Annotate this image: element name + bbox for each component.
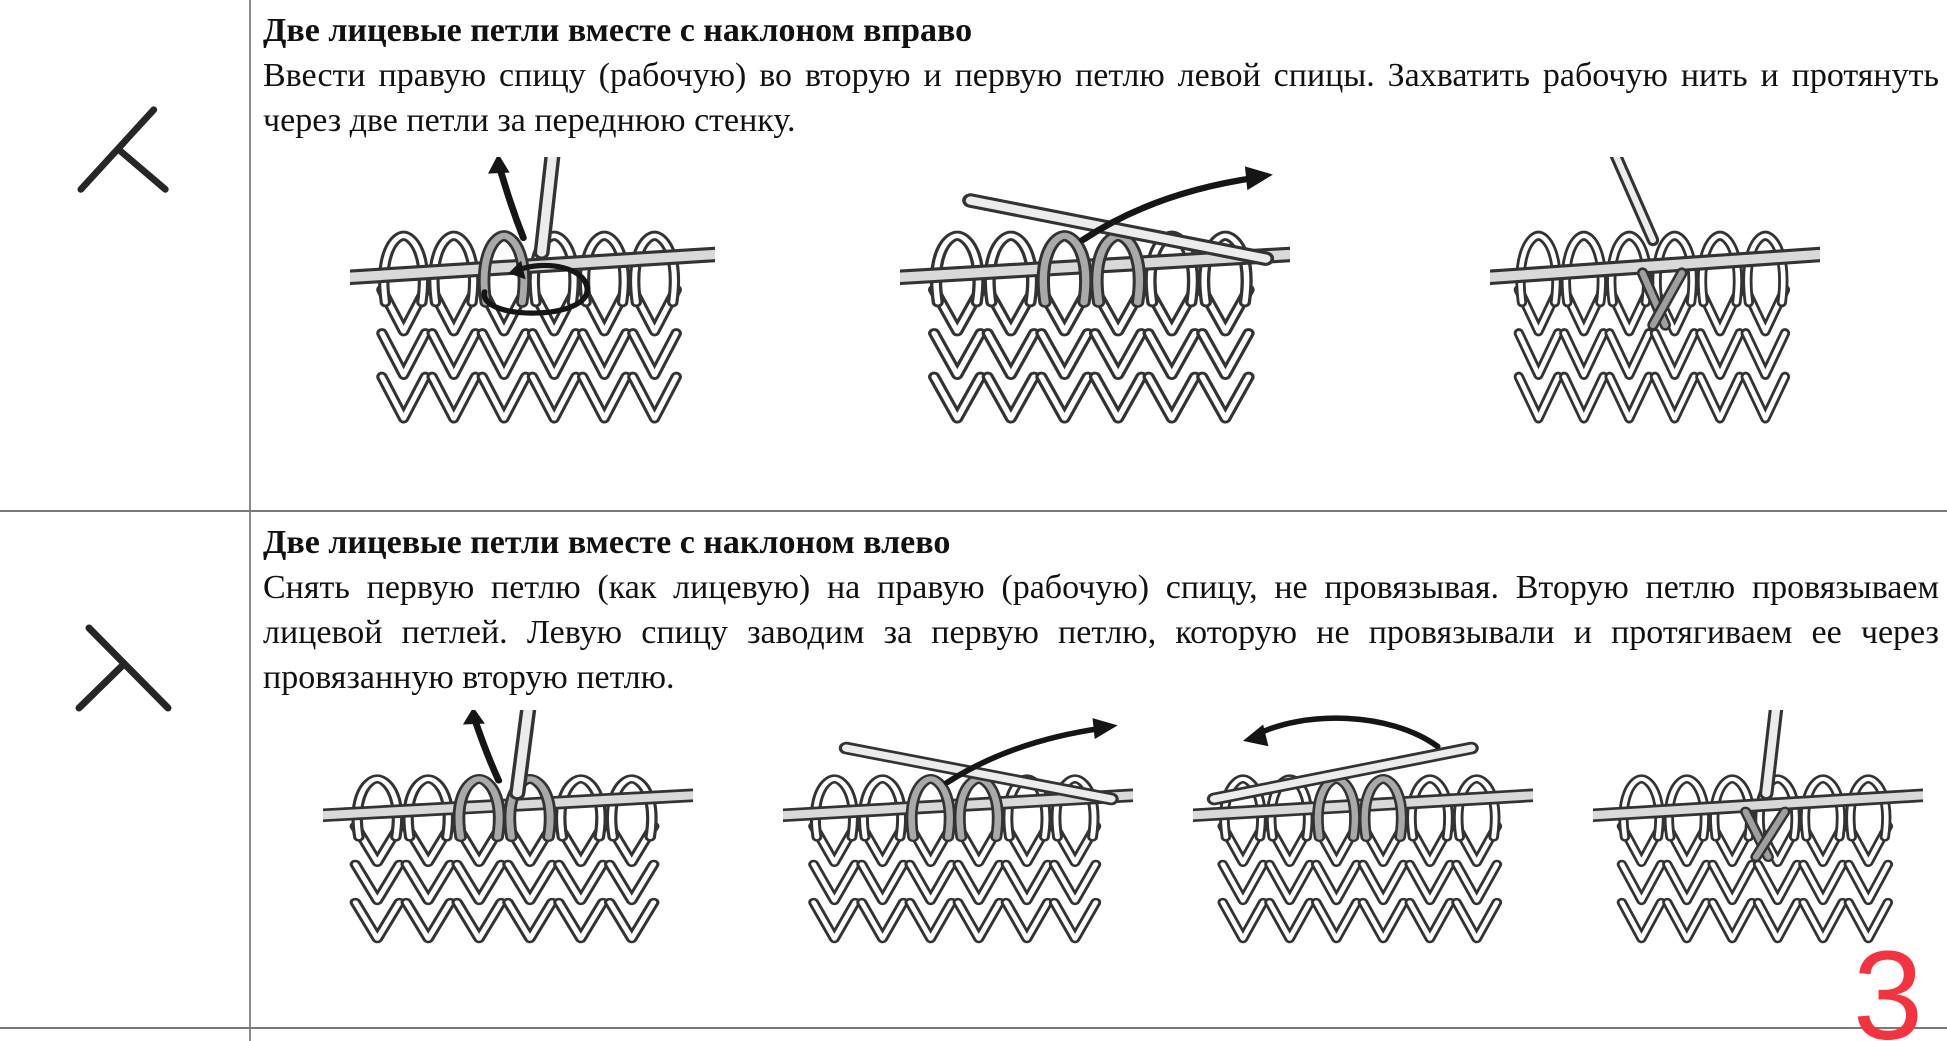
table-row <box>0 0 1947 512</box>
entry-body: Ввести правую спицу (рабочую) во вторую и первую петлю левой спицы. Захватить рабочую нить и протянуть через две петли за переднюю стенку. <box>263 57 1939 139</box>
table-row <box>0 512 1947 1029</box>
knitting-step-illustration <box>1193 710 1533 955</box>
entry-title: Две лицевые петли вместе с наклоном влево <box>263 524 951 561</box>
symbol-cell <box>0 1029 251 1041</box>
step-pass-slipped-stitch-over <box>1193 710 1533 955</box>
symbol-cell <box>0 0 251 510</box>
knitting-step-illustration <box>350 157 715 437</box>
page-number: 3 <box>1853 925 1924 1041</box>
step-knit-second-stitch <box>783 710 1133 955</box>
ssk-left-slant-icon <box>75 624 175 716</box>
knitting-step-illustration <box>900 157 1290 437</box>
step-slip-first-stitch-knitwise <box>323 710 693 955</box>
entry-body: Снять первую петлю (как лицевую) на правую (рабочую) спицу, не провязывая. Вторую петлю провязываем лицевой петлей. Левую спицу заводим за первую петлю, которую не провязывали и протягиваем ее через провязанную вторую петлю. <box>263 569 1939 696</box>
symbol-cell <box>0 512 251 1027</box>
knitting-step-illustration <box>783 710 1133 955</box>
knitting-step-illustration <box>1593 710 1923 955</box>
instruction-cell <box>251 0 1947 510</box>
result-left-slant-decrease <box>1593 710 1923 955</box>
illustrations-row <box>263 157 1939 437</box>
k2tog-right-slant-icon <box>77 104 173 196</box>
step-insert-needle-into-two-stitches <box>350 157 715 437</box>
instruction-cell <box>251 512 1947 1027</box>
step-pull-yarn-through-two-stitches <box>900 157 1290 437</box>
table-row-partial <box>0 1029 1947 1041</box>
result-right-slant-decrease <box>1490 157 1820 437</box>
knitting-step-illustration <box>1490 157 1820 437</box>
illustrations-row <box>263 710 1939 955</box>
knitting-step-illustration <box>323 710 693 955</box>
entry-title: Две лицевые петли вместе с наклоном вправо <box>263 12 973 49</box>
